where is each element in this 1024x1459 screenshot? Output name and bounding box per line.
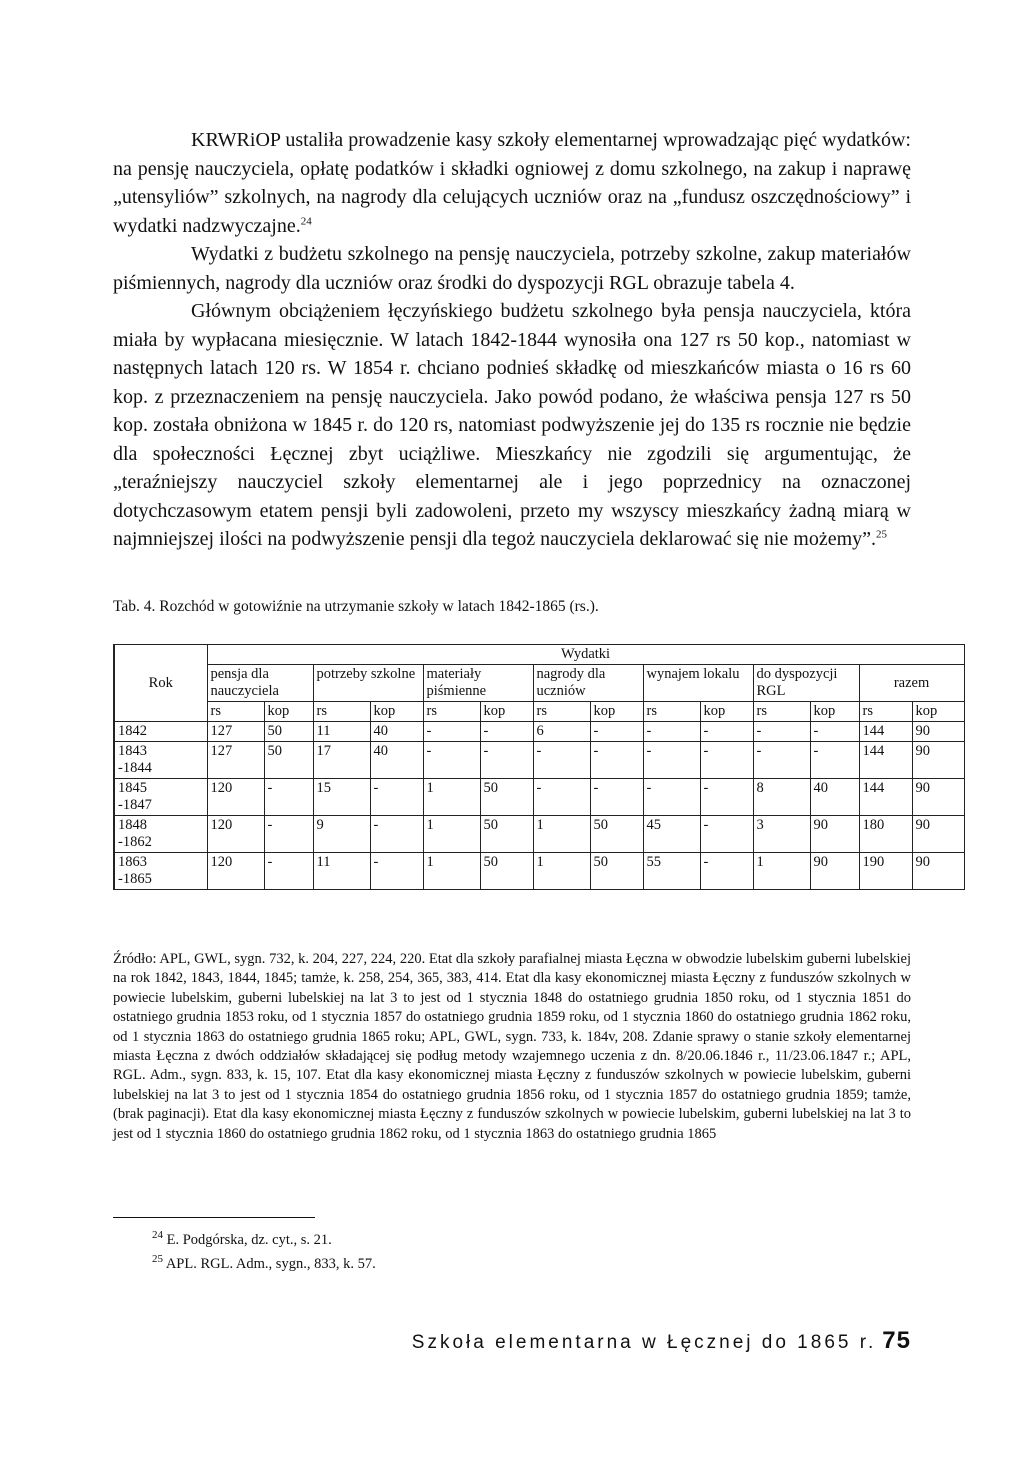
- table-cell: 90: [912, 742, 964, 779]
- unit-kop: kop: [700, 702, 753, 722]
- unit-rs: rs: [643, 702, 700, 722]
- unit-rs: rs: [423, 702, 480, 722]
- row-year: 1843 -1844: [114, 742, 207, 779]
- table-cell: -: [643, 779, 700, 816]
- table-cell: 50: [480, 779, 533, 816]
- table-cell: 144: [859, 722, 912, 742]
- table-cell: -: [700, 722, 753, 742]
- table-cell: 1: [533, 853, 590, 890]
- unit-kop: kop: [370, 702, 423, 722]
- main-text: [113, 126, 911, 554]
- table-cell: 1: [753, 853, 810, 890]
- table-cell: 90: [810, 816, 859, 853]
- unit-rs: rs: [533, 702, 590, 722]
- table-cell: 144: [859, 742, 912, 779]
- table-row: [114, 742, 964, 779]
- table-cell: 190: [859, 853, 912, 890]
- table-cell: -: [590, 742, 643, 779]
- table-cell: 50: [480, 853, 533, 890]
- table-cell: -: [264, 779, 313, 816]
- row-year: 1842: [114, 722, 207, 742]
- table-cell: -: [423, 722, 480, 742]
- table-row: [114, 816, 964, 853]
- table-cell: -: [643, 722, 700, 742]
- header-row-groups: [114, 665, 964, 702]
- table-cell: 90: [912, 779, 964, 816]
- footnote-25: $^{25}$ APL. RGL. Adm., sygn., 833, k. 57.: [152, 1253, 376, 1272]
- table-cell: -: [480, 722, 533, 742]
- table-cell: 50: [264, 722, 313, 742]
- table-cell: -: [753, 742, 810, 779]
- table-cell: -: [700, 742, 753, 779]
- table-cell: -: [423, 742, 480, 779]
- table-cell: 9: [313, 816, 370, 853]
- table-cell: 120: [207, 779, 264, 816]
- table-cell: 45: [643, 816, 700, 853]
- table-cell: 3: [753, 816, 810, 853]
- table-cell: 55: [643, 853, 700, 890]
- running-title: Szkoła elementarna w Łęcznej do 1865 r.: [411, 1332, 877, 1353]
- table-cell: 40: [810, 779, 859, 816]
- table-cell: -: [533, 779, 590, 816]
- source-note: Źródło: APL, GWL, sygn. 732, k. 204, 227, 224, 220. Etat dla szkoły parafialnej miasta Łęczna w obwodzie lubelskim guberni lubelskiej na rok 1842, 1843, 1844, 1845; tamże, k. 258, 254, 365, 383, 414. Etat dla kasy ekonomicznej miasta Łęczny z funduszów szkolnych w powiecie lubelskim, guberni lubelskiej na lat 3 to jest od 1 stycznia 1848 do ostatniego grudnia 1850 roku, od 1 stycznia 1851 do ostatniego grudnia 1853 roku, od 1 stycznia 1857 do ostatniego grudnia 1859 roku, od 1 stycznia 1860 do ostatniego grudnia 1862 roku, od 1 stycznia 1863 do ostatniego grudnia 1865 roku; APL, GWL, sygn. 733, k. 184v, 208. Zdanie sprawy o stanie szkoły elementarnej miasta Łęczna z dwóch oddziałów składającej się podług metody wzajemnego uczenia z dn. 8/20.06.1846 r., 11/23.06.1847 r.; APL, RGL. Adm., sygn. 833, k. 15, 107. Etat dla kasy ekonomicznej miasta Łęczny z funduszów szkolnych w powiecie lubelskim, guberni lubelskiej na lat 3 to jest od 1 stycznia 1854 do ostatniego grudnia 1856 roku, od 1 stycznia 1857 do ostatniego grudnia 1859; tamże, (brak paginacji). Etat dla kasy ekonomicznej miasta Łęczny z funduszów szkolnych w powiecie lubelskim, guberni lubelskiej na lat 3 to jest od 1 stycznia 1860 do ostatniego grudnia 1862 roku, od 1 stycznia 1863 do ostatniego grudnia 1865: [113, 951, 911, 1142]
- table-cell: 40: [370, 742, 423, 779]
- table-cell: 50: [590, 816, 643, 853]
- table-cell: -: [700, 816, 753, 853]
- table-cell: 50: [590, 853, 643, 890]
- header-pensja: pensja dla nauczyciela: [207, 665, 313, 702]
- table-row: [114, 779, 964, 816]
- table-cell: 1: [533, 816, 590, 853]
- header-materialy: materiały piśmienne: [423, 665, 533, 702]
- table-cell: 8: [753, 779, 810, 816]
- table-cell: -: [370, 816, 423, 853]
- table-cell: -: [590, 722, 643, 742]
- header-dyspozycja: do dyspozycji RGL: [753, 665, 859, 702]
- header-potrzeby: potrzeby szkolne: [313, 665, 423, 702]
- table-cell: 1: [423, 816, 480, 853]
- table-cell: 120: [207, 816, 264, 853]
- table-cell: 11: [313, 853, 370, 890]
- row-year: 1848 -1862: [114, 816, 207, 853]
- header-razem: razem: [859, 665, 964, 702]
- table-cell: 11: [313, 722, 370, 742]
- table-cell: 1: [423, 853, 480, 890]
- table-cell: 127: [207, 722, 264, 742]
- table-cell: 50: [264, 742, 313, 779]
- table-cell: 90: [912, 816, 964, 853]
- unit-rs: rs: [207, 702, 264, 722]
- table-row: [114, 722, 964, 742]
- table-body: [114, 722, 964, 890]
- table-cell: 40: [370, 722, 423, 742]
- table-cell: 127: [207, 742, 264, 779]
- header-wynajem: wynajem lokalu: [643, 665, 753, 702]
- table-row: [114, 853, 964, 890]
- page-number: 75: [882, 1327, 911, 1354]
- table-cell: 50: [480, 816, 533, 853]
- table-cell: 90: [912, 853, 964, 890]
- table-cell: -: [810, 722, 859, 742]
- table-cell: 6: [533, 722, 590, 742]
- table-cell: 144: [859, 779, 912, 816]
- footnote-ref-25[interactable]: 25: [876, 528, 888, 541]
- table-cell: -: [264, 853, 313, 890]
- table-cell: -: [370, 853, 423, 890]
- unit-rs: rs: [859, 702, 912, 722]
- table-cell: -: [753, 722, 810, 742]
- header-row-wydatki: [114, 645, 964, 665]
- paragraph-2: Wydatki z budżetu szkolnego na pensję nauczyciela, potrzeby szkolne, zakup materiałów piśmiennych, nagrody dla uczniów oraz środki do dyspozycji RGL obrazuje tabela 4.: [113, 243, 911, 294]
- unit-kop: kop: [590, 702, 643, 722]
- footnote-divider: [113, 1217, 315, 1218]
- footnote-ref-24[interactable]: 24: [300, 214, 312, 227]
- header-wydatki: Wydatki: [207, 645, 964, 665]
- header-nagrody: nagrody dla uczniów: [533, 665, 643, 702]
- header-row-units: [114, 702, 964, 722]
- table-cell: -: [700, 779, 753, 816]
- table-cell: -: [643, 742, 700, 779]
- table-cell: 120: [207, 853, 264, 890]
- unit-rs: rs: [313, 702, 370, 722]
- unit-rs: rs: [753, 702, 810, 722]
- table-cell: -: [370, 779, 423, 816]
- table-cell: -: [480, 742, 533, 779]
- unit-kop: kop: [810, 702, 859, 722]
- table-cell: 180: [859, 816, 912, 853]
- header-rok: Rok: [114, 645, 207, 722]
- unit-kop: kop: [912, 702, 964, 722]
- table-cell: -: [264, 816, 313, 853]
- table-cell: 1: [423, 779, 480, 816]
- table-cell: 17: [313, 742, 370, 779]
- table-cell: -: [810, 742, 859, 779]
- row-year: 1845 -1847: [114, 779, 207, 816]
- paragraph-3: Głównym obciążeniem łęczyńskiego budżetu szkolnego była pensja nauczyciela, która miała by wypłacana miesięcznie. W latach 1842-1844 wynosiła ona 127 rs 50 kop., natomiast w następnych latach 120 rs. W 1854 r. chciano podnieś składkę od mieszkańców miasta o 16 rs 60 kop. z przeznaczeniem na pensję nauczyciela. Jako powód podano, że właściwa pensja 127 rs 50 kop. została obniżona w 1845 r. do 120 rs, natomiast podwyższenie jej do 135 rs rocznie nie będzie dla społeczności Łęcznej zbyt uciążliwe. Mieszkańcy nie zgodzili się argumentując, że „teraźniejszy nauczyciel szkoły elementarnej ale i jego poprzednicy na oznaczonej dotychczasowym etatem pensji byli zadowoleni, przeto my wszyscy mieszkańcy żadną miarą w najmniejszej ilości na podwyższenie pensji dla tegoż nauczyciela deklarować się nie możemy”.$^{25}$: [113, 300, 911, 550]
- table-cell: 15: [313, 779, 370, 816]
- table-cell: 90: [810, 853, 859, 890]
- page-footer: [412, 1327, 911, 1355]
- unit-kop: kop: [264, 702, 313, 722]
- unit-kop: kop: [480, 702, 533, 722]
- paragraph-1: KRWRiOP ustaliła prowadzenie kasy szkoły elementarnej wprowadzając pięć wydatków: na pensję nauczyciela, opłatę podatków i składki ogniowej z domu szkolnego, na zakup i naprawę „utensyliów” szkolnych, na nagrody dla celujących uczniów oraz na „fundusz oszczędnościowy” i wydatki nadzwyczajne.$^{24}$: [113, 129, 911, 237]
- expenses-table: [113, 644, 965, 890]
- footnote-24: $^{24}$ E. Podgórska, dz. cyt., s. 21.: [152, 1229, 332, 1248]
- table-cell: -: [590, 779, 643, 816]
- table-caption: Tab. 4. Rozchód w gotowiźnie na utrzymanie szkoły w latach 1842-1865 (rs.).: [113, 598, 599, 615]
- table-cell: -: [533, 742, 590, 779]
- row-year: 1863 -1865: [114, 853, 207, 890]
- table-cell: 90: [912, 722, 964, 742]
- table-cell: -: [700, 853, 753, 890]
